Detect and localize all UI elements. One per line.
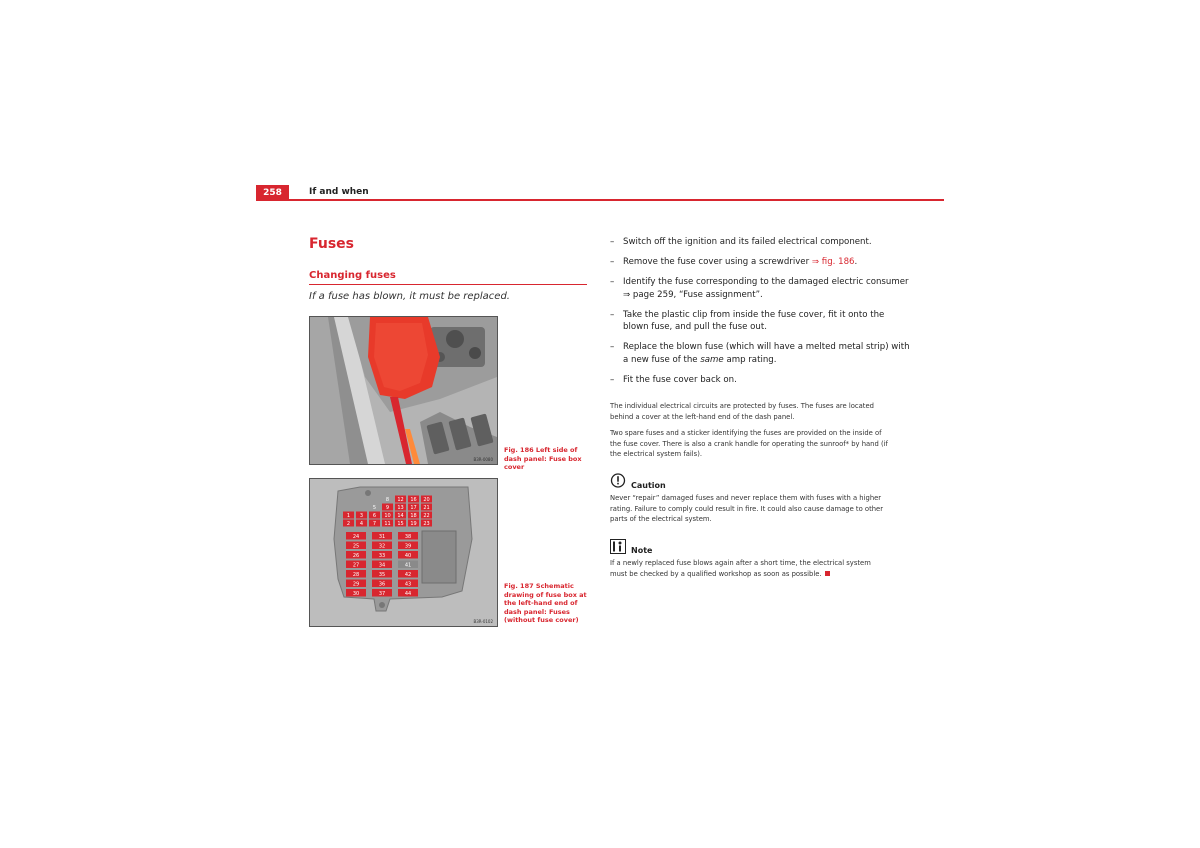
fuse-number-label: 25: [352, 543, 360, 550]
fuse-number-label: 1: [346, 513, 351, 519]
fuse-number-label: 11: [384, 521, 391, 527]
subsection-title: Changing fuses: [309, 270, 396, 281]
fuse-number-label: 21: [423, 505, 430, 511]
note-text: [610, 558, 890, 579]
note-body: If a newly replaced fuse blows again after a short time, the electrical system must be checked by a qualified workshop as soon as possible.: [610, 559, 871, 578]
step-text: Take the plastic clip from inside the fuse cover, fit it onto the blown fuse, and pull the fuse out.: [623, 309, 885, 332]
step-emphasis: same: [700, 354, 724, 365]
fuse-number-label: 36: [378, 581, 386, 588]
fuse-number-label: 44: [404, 591, 412, 597]
figure-reference-link[interactable]: ⇒ fig. 186: [811, 257, 855, 267]
fuse-number-label: 19: [410, 521, 417, 527]
fuse-number-label: 31: [378, 534, 386, 540]
procedure-steps: [610, 236, 910, 394]
figure-187-caption: Fig. 187 Schematic drawing of fuse box at the left-hand end of dash panel: Fuses (without fuse cover): [504, 582, 587, 625]
figure-186-dash-panel: [309, 316, 498, 465]
fuse-number-label: 41: [404, 562, 412, 569]
step-item: – Fit the fuse cover back on.: [610, 374, 737, 385]
step-text: Switch off the ignition and its failed electrical component.: [623, 237, 872, 247]
caution-title: Caution: [631, 481, 666, 490]
step-text: Replace the blown fuse (which will have a melted metal strip) with a new fuse of the: [623, 342, 910, 365]
fuse-number-label: 26: [352, 553, 360, 559]
step-text: Identify the fuse corresponding to the damaged electric consumer ⇒ page 259, “Fuse assignment”.: [623, 277, 909, 300]
fuse-number-label: 42: [404, 572, 412, 578]
body-paragraph: The individual electrical circuits are protected by fuses. The fuses are located behind a cover at the left-hand end of the dash panel.: [610, 402, 874, 421]
fuse-number-label: 3: [359, 513, 364, 519]
subsection-rule: [309, 284, 587, 285]
step-item: – Switch off the ignition and its failed electrical component.: [610, 237, 872, 247]
fuse-number-label: 27: [352, 562, 360, 569]
fuse-box-schematic: [310, 479, 497, 626]
step-item: – Identify the fuse corresponding to the damaged electric consumer ⇒ page 259, “Fuse assignment”.: [610, 277, 909, 300]
fuse-number-label: 13: [397, 505, 404, 511]
fuse-number-label: 4: [359, 521, 364, 527]
step-text-end: .: [854, 257, 858, 267]
fuse-number-label: 32: [378, 543, 386, 550]
fuse-number-label: 29: [352, 581, 360, 588]
step-item: – Take the plastic clip from inside the fuse cover, fit it onto the blown fuse, and pull the fuse out.: [610, 309, 885, 332]
fuse-number-label: 35: [378, 572, 386, 578]
fuse-number-label: 22: [423, 513, 430, 519]
step-item: – Remove the fuse cover using a screwdriver ⇒ fig. 186.: [610, 257, 858, 267]
page-number: 258: [256, 185, 289, 201]
fuse-number-label: 5: [372, 505, 377, 511]
dash-panel-illustration: [310, 317, 497, 464]
fuse-number-label: 15: [397, 521, 404, 527]
section-title: Fuses: [309, 236, 354, 252]
fuse-number-label: 16: [410, 497, 417, 503]
fuse-number-label: 12: [397, 497, 404, 503]
intro-text: If a fuse has blown, it must be replaced.: [309, 291, 510, 302]
fuse-number-label: 39: [404, 543, 412, 550]
fuse-number-label: 20: [423, 497, 430, 503]
figure-code: B3R-0102: [473, 619, 493, 624]
fuse-number-label: 7: [372, 521, 377, 527]
fuse-number-label: 24: [352, 534, 360, 540]
step-text: Remove the fuse cover using a screwdriver: [623, 257, 812, 267]
fuse-number-label: 18: [410, 513, 417, 519]
fuse-number-label: 2: [346, 521, 351, 527]
fuse-number-label: 23: [423, 521, 430, 527]
fuse-number-label: 14: [397, 513, 404, 519]
note-title: Note: [631, 546, 653, 555]
caution-text: Never “repair” damaged fuses and never replace them with fuses with a higher rating. Failure to comply could result in fire. It could also cause damage to other parts of the electrical system.: [610, 494, 884, 523]
fuse-number-label: 10: [384, 513, 391, 519]
figure-187-fuse-box-schematic: [309, 478, 498, 627]
fuse-number-label: 34: [378, 562, 386, 569]
fuse-number-label: 37: [378, 591, 386, 597]
fuse-number-label: 6: [372, 513, 377, 519]
fuse-number-label: 8: [385, 497, 390, 503]
end-of-section-marker: [825, 571, 830, 576]
step-item: – Replace the blown fuse (which will have a melted metal strip) with a new fuse of the same amp rating.: [610, 342, 910, 365]
fuse-number-label: 40: [404, 553, 412, 559]
step-text: Fit the fuse cover back on.: [623, 374, 737, 385]
figure-186-caption: Fig. 186 Left side of dash panel: Fuse box cover: [504, 446, 582, 472]
fuse-number-label: 30: [352, 591, 360, 597]
fuse-number-label: 33: [378, 553, 386, 559]
info-icon: [610, 539, 626, 554]
fuse-number-label: 9: [385, 505, 390, 511]
exclamation-circle-icon: [610, 473, 626, 488]
fuse-number-label: 28: [352, 572, 360, 578]
body-paragraph: Two spare fuses and a sticker identifying the fuses are provided on the inside of the fuse cover. There is also a crank handle for operating the sunroof* by hand (if the electrical system fails).: [610, 429, 888, 458]
fuse-number-label: 17: [410, 505, 417, 511]
step-text: amp rating.: [723, 354, 777, 365]
fuse-number-label: 38: [404, 534, 412, 540]
figure-code: B3R-0080: [473, 457, 493, 462]
running-head: If and when: [309, 187, 369, 197]
fuse-number-label: 43: [404, 581, 412, 588]
header-rule: [256, 199, 944, 201]
